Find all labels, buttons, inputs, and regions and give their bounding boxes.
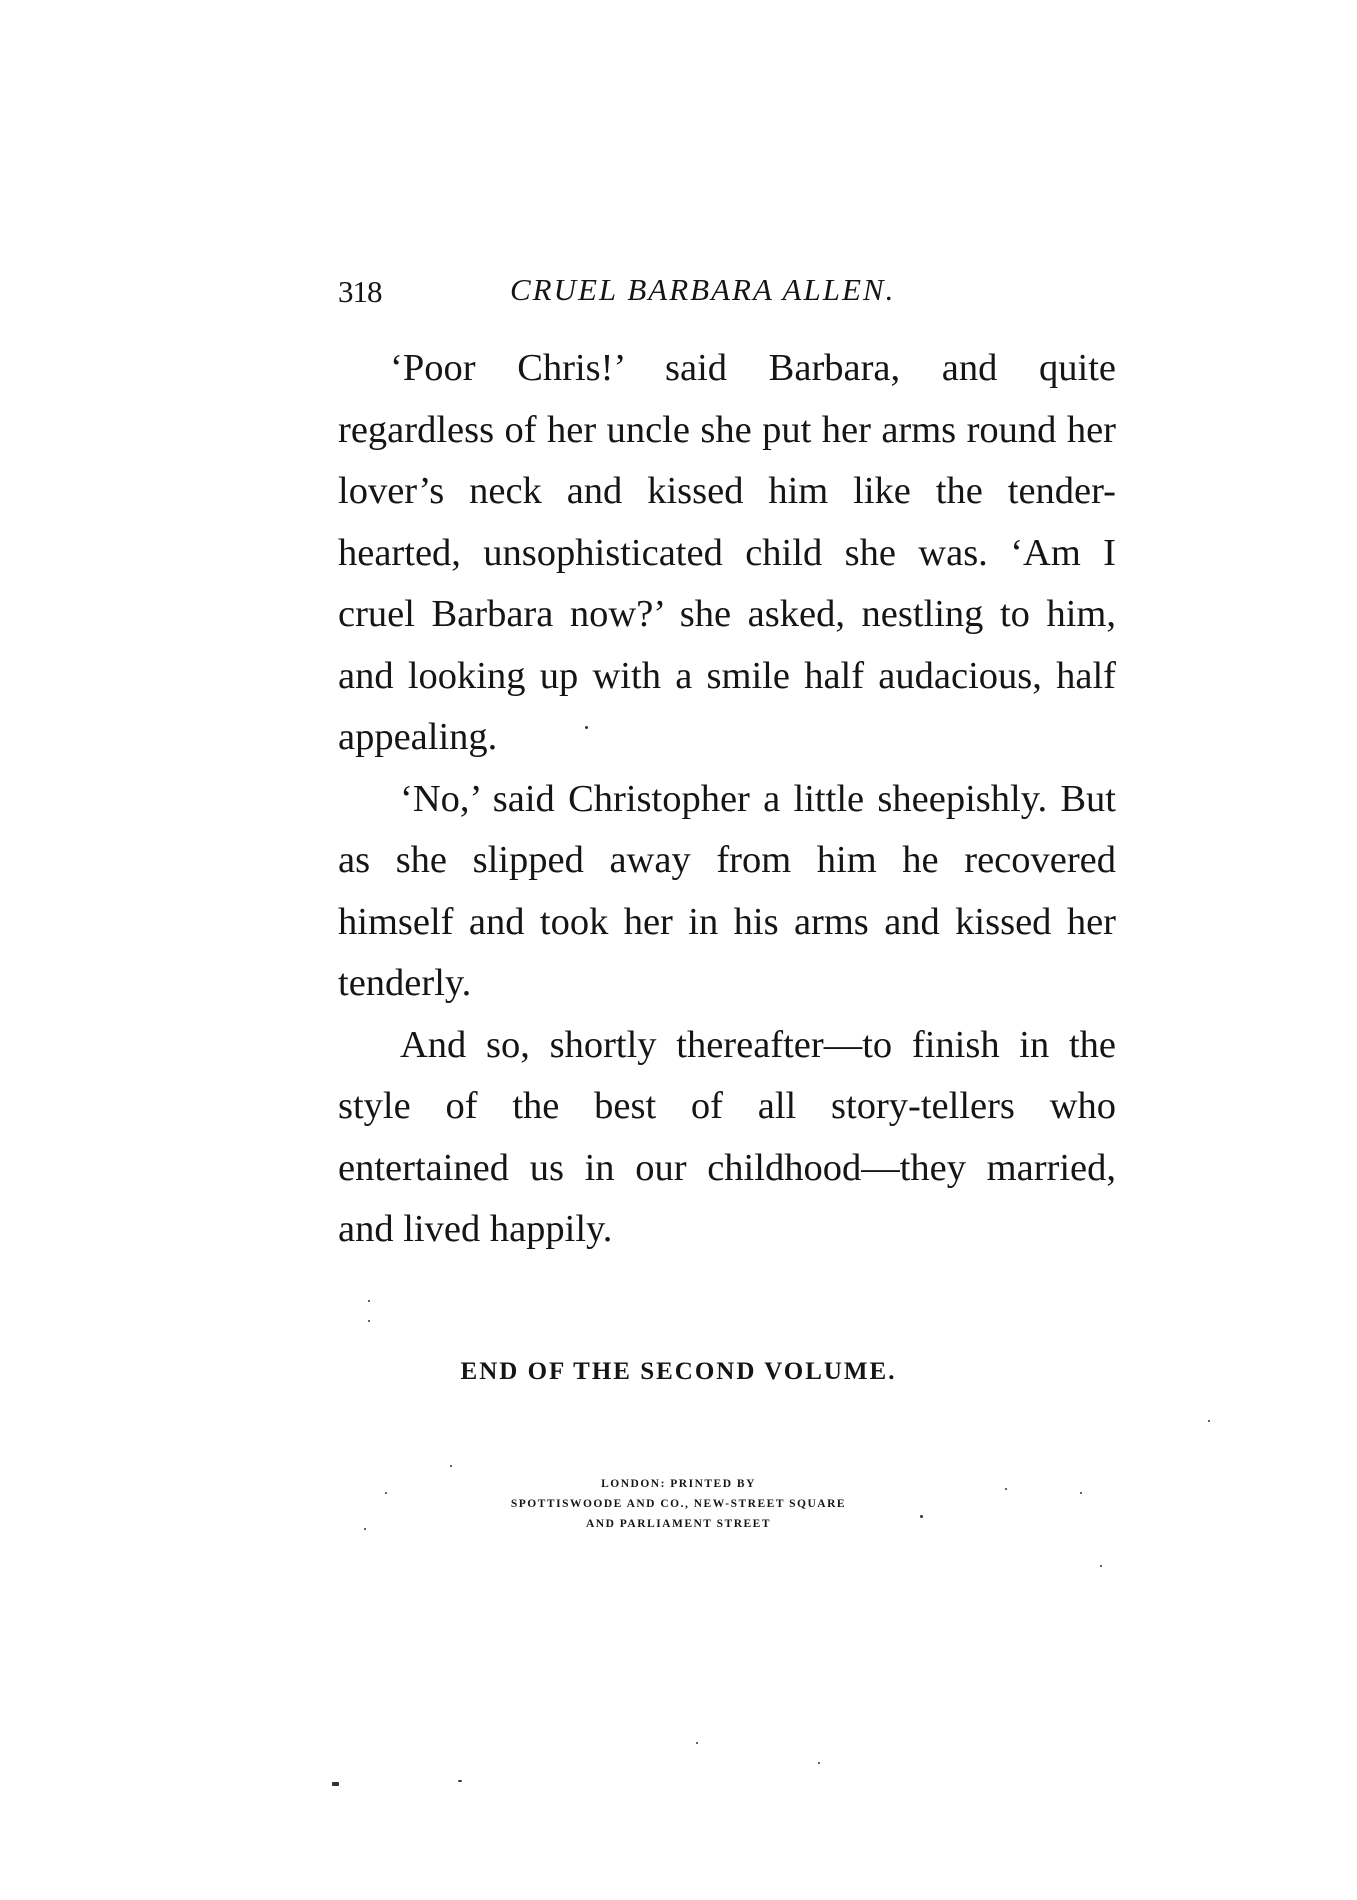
scan-speck [1080,1492,1082,1494]
scan-speck [368,1320,370,1322]
body-text [338,338,1116,1261]
scan-speck [364,1528,366,1530]
scan-speck [1005,1488,1007,1490]
scan-speck [1100,1565,1102,1567]
end-of-volume-notice: END OF THE SECOND VOLUME. [460,1358,897,1385]
imprint-line: AND PARLIAMENT STREET [585,1518,772,1530]
scan-speck [458,1780,462,1782]
scan-speck [1208,1420,1210,1422]
scan-speck [368,1300,370,1302]
imprint-line: SPOTTISWOODE AND CO., NEW-STREET SQUARE [510,1498,847,1510]
scan-speck [818,1762,820,1764]
running-head [338,268,1118,312]
running-title: CRUEL BARBARA ALLEN. [510,272,896,307]
paragraph: And so, shortly thereafter—to finish in the style of the best of all story-tellers who entertained us in our childhood—they married, and lived happily. [338,1023,1116,1250]
page-number: 318 [338,274,382,309]
paragraph: ‘Poor Chris!’ said Barbara, and quite regardless of her uncle she put her arms round her lover’s neck and kissed him like the tender-hearted, unsophisticated child she was. ‘Am I cruel Barbara now?’ she asked, nestling to him, and looking up with a smile half audacious, half appealing. [338,347,1116,758]
printer-imprint [0,1474,1357,1534]
scan-speck [696,1742,698,1744]
scan-speck [920,1515,923,1518]
scan-speck [332,1782,339,1786]
scan-speck [450,1465,452,1467]
paragraph: ‘No,’ said Christopher a little sheepishly. But as she slipped away from him he recovered himself and took her in his arms and kissed her tenderly. [338,777,1116,1004]
scan-speck [385,1492,387,1494]
scan-speck [585,726,588,729]
imprint-line: LONDON: PRINTED BY [601,1478,756,1490]
